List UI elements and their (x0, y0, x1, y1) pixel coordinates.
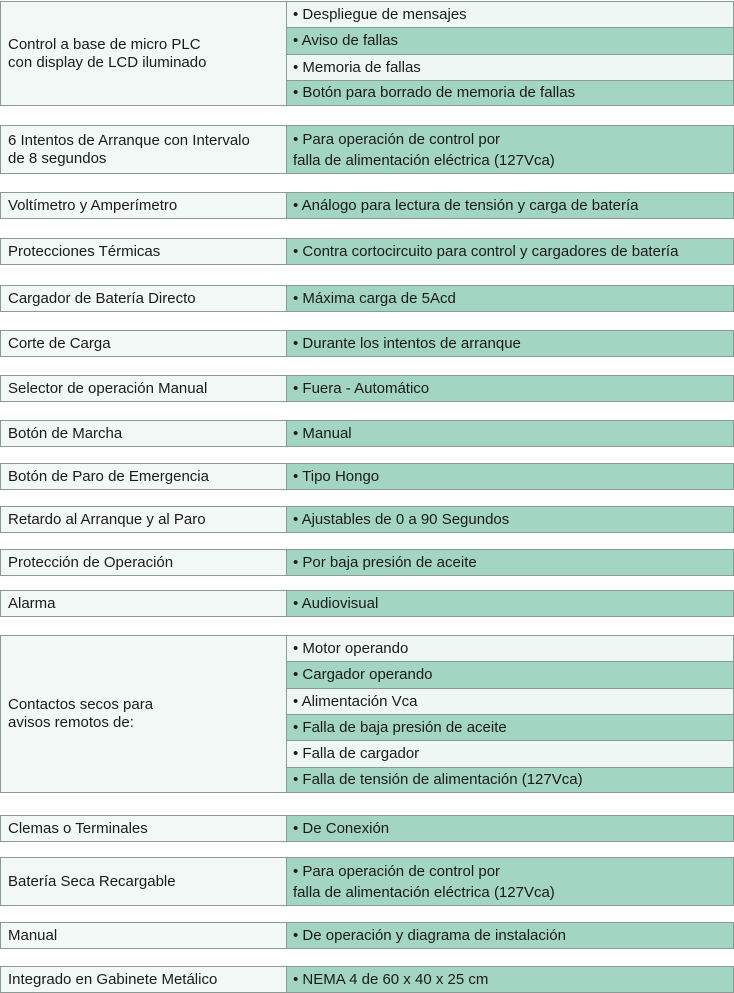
spec-label-cell (1, 463, 287, 490)
spec-label-cell (1, 922, 287, 949)
spec-value-text: • Cargador operando (293, 666, 433, 684)
spec-row (0, 192, 734, 219)
spec-row (0, 375, 734, 402)
spec-label-cell (1, 506, 287, 533)
spec-label-cell (1, 1, 287, 106)
spec-row (0, 238, 734, 265)
spec-values (287, 922, 733, 949)
spec-value-item (287, 922, 733, 949)
spec-value-text: • Ajustables de 0 a 90 Segundos (293, 511, 510, 528)
spec-label: Selector de operación Manual (8, 379, 208, 397)
spec-value-text: • Por baja presión de aceite (293, 554, 477, 571)
spec-row (0, 857, 734, 906)
spec-value-item (287, 463, 733, 490)
spec-value-text: • Para operación de control por falla de alimentación eléctrica (127Vca) (293, 130, 555, 169)
spec-value-text: • Durante los intentos de arranque (293, 335, 521, 352)
spec-value-item (287, 1, 733, 27)
spec-value-item (287, 740, 733, 766)
spec-value-text: • Botón para borrado de memoria de fallas (293, 84, 576, 102)
spec-value-text: • Audiovisual (293, 595, 379, 612)
spec-value-text: • Análogo para lectura de tensión y carga de batería (293, 197, 639, 214)
spec-label: Alarma (8, 594, 56, 612)
spec-row (0, 420, 734, 447)
spec-row (0, 549, 734, 576)
spec-value-item (287, 80, 733, 106)
spec-label-cell (1, 375, 287, 402)
spec-label: Botón de Marcha (8, 424, 123, 442)
spec-values (287, 238, 733, 265)
spec-value-item (287, 54, 733, 80)
spec-label-cell (1, 549, 287, 576)
spec-value-text: • De Conexión (293, 820, 390, 837)
spec-label: Protección de Operación (8, 553, 174, 571)
spec-value-item (287, 590, 733, 617)
spec-label: 6 Intentos de Arranque con Intervalo de 8 segundos (8, 131, 250, 167)
spec-value-text: • NEMA 4 de 60 x 40 x 25 cm (293, 971, 489, 988)
spec-label: Retardo al Arranque y al Paro (8, 510, 206, 528)
spec-values (287, 375, 733, 402)
spec-value-text: • Alimentación Vca (293, 692, 418, 710)
spec-value-item (287, 857, 733, 906)
spec-values (287, 635, 733, 793)
spec-value-text: • Para operación de control por falla de alimentación eléctrica (127Vca) (293, 862, 555, 901)
spec-label: Integrado en Gabinete Metálico (8, 970, 218, 988)
spec-label-cell (1, 420, 287, 447)
spec-label-cell (1, 815, 287, 842)
spec-label-cell (1, 285, 287, 312)
spec-row (0, 125, 734, 174)
spec-row (0, 922, 734, 949)
spec-row (0, 1, 734, 106)
spec-label-cell (1, 238, 287, 265)
spec-label-cell (1, 635, 287, 793)
spec-label: Botón de Paro de Emergencia (8, 467, 209, 485)
spec-value-text: • Tipo Hongo (293, 468, 380, 485)
spec-value-item (287, 420, 733, 447)
spec-value-text: • Máxima carga de 5Acd (293, 290, 456, 307)
spec-value-item (287, 661, 733, 687)
spec-value-item (287, 238, 733, 265)
spec-value-text: • Motor operando (293, 640, 409, 658)
spec-label-cell (1, 192, 287, 219)
spec-values (287, 125, 733, 174)
spec-value-item (287, 966, 733, 993)
spec-label: Voltímetro y Amperímetro (8, 196, 178, 214)
spec-value-item (287, 767, 733, 793)
spec-value-item (287, 375, 733, 402)
spec-value-text: • Fuera - Automático (293, 380, 430, 397)
spec-value-item (287, 192, 733, 219)
spec-values (287, 857, 733, 906)
spec-label: Contactos secos para avisos remotos de: (8, 696, 154, 731)
spec-values (287, 463, 733, 490)
spec-values (287, 1, 733, 106)
spec-row (0, 815, 734, 842)
spec-row (0, 966, 734, 993)
spec-value-text: • Falla de baja presión de aceite (293, 719, 507, 737)
spec-row (0, 330, 734, 357)
spec-values (287, 549, 733, 576)
spec-value-item (287, 506, 733, 533)
spec-value-item (287, 125, 733, 174)
spec-label: Clemas o Terminales (8, 819, 148, 837)
spec-row (0, 590, 734, 617)
spec-label: Manual (8, 926, 58, 944)
spec-value-item (287, 714, 733, 740)
spec-value-item (287, 688, 733, 714)
spec-label: Corte de Carga (8, 334, 111, 352)
spec-label: Batería Seca Recargable (8, 872, 176, 890)
spec-value-item (287, 549, 733, 576)
spec-row (0, 635, 734, 793)
spec-label: Cargador de Batería Directo (8, 289, 196, 307)
spec-value-item (287, 815, 733, 842)
spec-value-text: • Falla de cargador (293, 745, 420, 763)
spec-values (287, 285, 733, 312)
spec-values (287, 815, 733, 842)
spec-value-text: • Memoria de fallas (293, 58, 421, 76)
spec-label: Control a base de micro PLC con display de LCD iluminado (8, 35, 207, 71)
spec-value-text: • De operación y diagrama de instalación (293, 927, 566, 944)
spec-value-item (287, 635, 733, 661)
spec-row (0, 285, 734, 312)
spec-label-cell (1, 330, 287, 357)
spec-value-text: • Aviso de fallas (293, 32, 399, 50)
spec-label: Protecciones Térmicas (8, 242, 161, 260)
spec-value-item (287, 27, 733, 53)
spec-label-cell (1, 857, 287, 906)
spec-label-cell (1, 590, 287, 617)
spec-values (287, 506, 733, 533)
spec-label-cell (1, 125, 287, 174)
spec-value-text: • Manual (293, 425, 352, 442)
spec-value-item (287, 330, 733, 357)
spec-values (287, 330, 733, 357)
spec-label-cell (1, 966, 287, 993)
spec-value-item (287, 285, 733, 312)
spec-values (287, 420, 733, 447)
spec-row (0, 463, 734, 490)
spec-values (287, 966, 733, 993)
spec-value-text: • Contra cortocircuito para control y cargadores de batería (293, 243, 679, 260)
spec-value-text: • Falla de tensión de alimentación (127Vca) (293, 771, 583, 789)
spec-row (0, 506, 734, 533)
spec-value-text: • Despliegue de mensajes (293, 6, 467, 24)
spec-values (287, 590, 733, 617)
spec-values (287, 192, 733, 219)
